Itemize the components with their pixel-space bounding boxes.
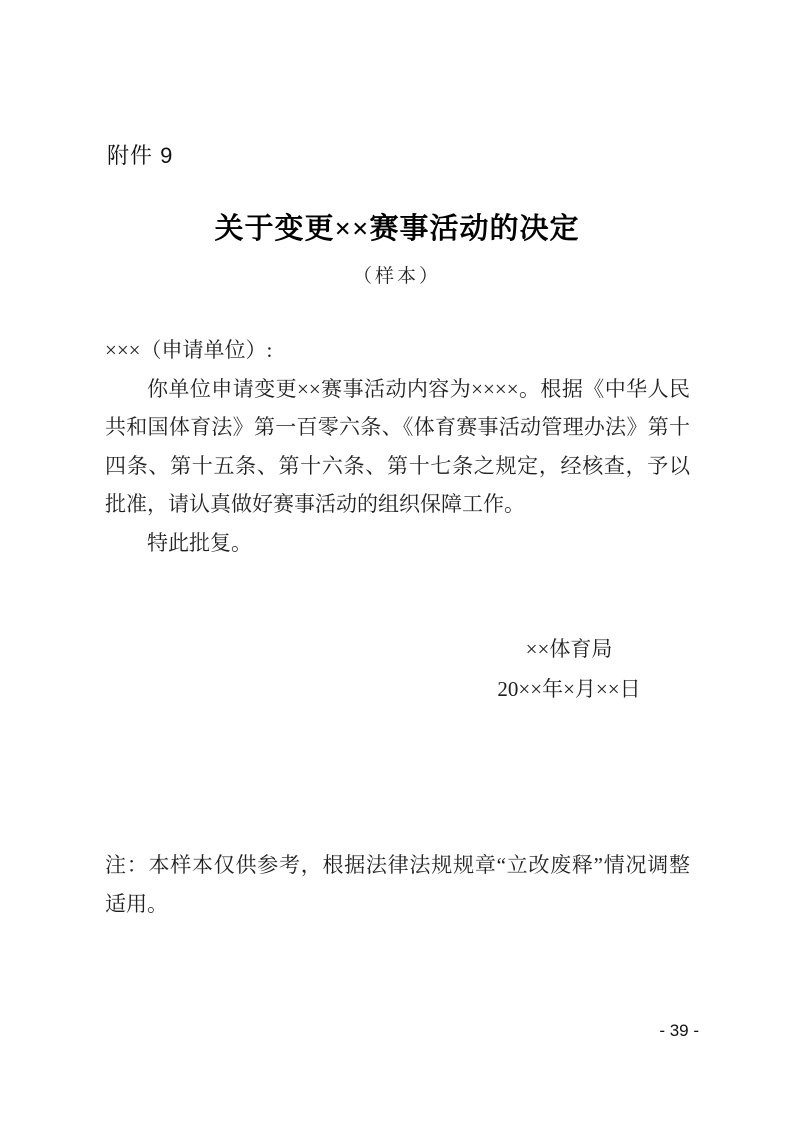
page-number: - 39 - [659, 1021, 699, 1040]
attachment-label: 附件 9 [107, 143, 174, 168]
signature-date: 20××年×月××日 [497, 677, 641, 701]
body-paragraph: 你单位申请变更××赛事活动内容为××××。根据《中华人民共和国体育法》第一百零六条、《体育赛事活动管理办法》第十四条、第十五条、第十六条、第十七条之规定，经核查，予以批准，请认真做好赛事活动的组织保障工作。 [105, 376, 690, 516]
document-body [105, 331, 690, 562]
closing-phrase: 特此批复。 [147, 530, 252, 555]
signature-organization: ××体育局 [525, 637, 613, 661]
footnote: 注：本样本仅供参考，根据法律法规规章“立改废释”情况调整适用。 [105, 853, 690, 916]
document-title: 关于变更××赛事活动的决定 [214, 213, 580, 245]
document-subtitle: （样本） [352, 266, 441, 287]
salutation-line: ×××（申请单位）: [105, 338, 273, 362]
signature-block [453, 629, 685, 709]
